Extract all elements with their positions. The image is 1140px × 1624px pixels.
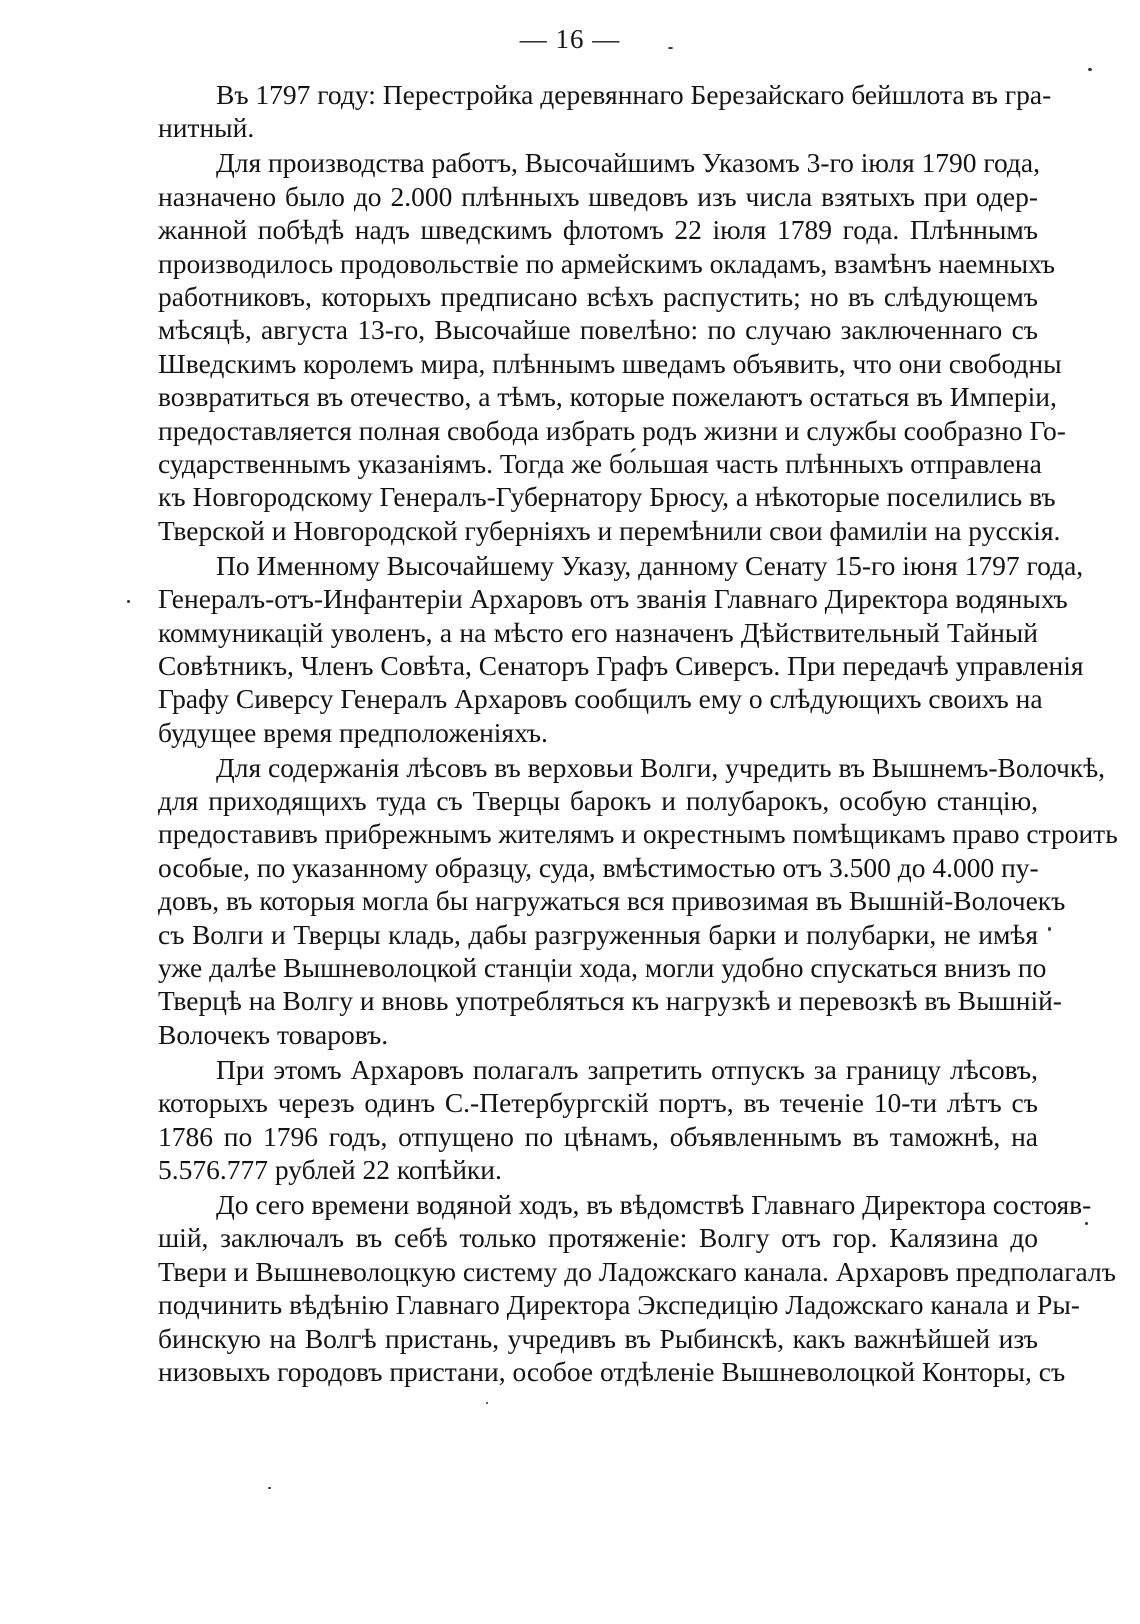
paragraph [158, 549, 1084, 749]
text-line: работниковъ, которыхъ предписано всѣхъ распустить; но въ слѣдующемъ [158, 280, 1038, 312]
body-text [158, 78, 1118, 1390]
scan-speck [127, 600, 130, 603]
text-line: возвратиться въ отечество, а тѣмъ, которые пожелаютъ остаться въ Имперіи, [158, 381, 1057, 413]
text-line: Для содержанія лѣсовъ въ верховьи Волги, учредить въ Вышнемъ-Волочкѣ, [216, 751, 1106, 783]
text-line: производилось продовольствіе по армейскимъ окладамъ, взамѣнъ наемныхъ [158, 247, 1056, 279]
scan-speck [1048, 927, 1051, 931]
text-line: довъ, въ которыя могла бы нагружаться вся привозимая въ Вышній-Волочекъ [158, 885, 1066, 917]
text-line: предоставляется полная свобода избрать родъ жизни и службы сообразно Го- [158, 414, 1066, 446]
text-line: Тверцѣ на Волгу и вновь употребляться къ нагрузкѣ и перевозкѣ въ Вышній- [158, 985, 1062, 1017]
text-line: бинскую на Волгѣ пристань, учредивъ въ Рыбинскѣ, какъ важнѣйшей изъ [158, 1322, 1038, 1354]
paragraph [158, 751, 1118, 1052]
paragraph [158, 1188, 1116, 1388]
paragraph [158, 146, 1066, 547]
text-line: мѣсяцѣ, августа 13-го, Высочайше повелѣно: по случаю заключеннаго съ [158, 314, 1038, 346]
text-line: 1786 по 1796 годъ, отпущено по цѣнамъ, объявленнымъ въ таможнѣ, на [158, 1120, 1038, 1152]
text-line: Въ 1797 году: Перестройка деревяннаго Березайскаго бейшлота въ гра- [216, 79, 1052, 110]
page-number: — 16 — [519, 24, 621, 54]
text-line: Совѣтникъ, Членъ Совѣта, Сенаторъ Графъ Сиверсъ. При передачѣ управленія [158, 649, 1084, 681]
text-line: сударственнымъ указаніямъ. Тогда же бо́льшая часть плѣнныхъ отправлена [158, 447, 1042, 479]
paragraph [158, 78, 1052, 145]
text-line: Графу Сиверсу Генералъ Архаровъ сообщилъ ему о слѣдующихъ своихъ на [158, 683, 1043, 715]
text-line: Генералъ-отъ-Инфантеріи Архаровъ отъ званія Главнаго Директора водяныхъ [158, 583, 1068, 615]
text-line: Тверской и Новгородской губерніяхъ и перемѣнили свои фамиліи на русскія. [158, 514, 1061, 546]
scan-speck [1088, 68, 1092, 71]
text-line: къ Новгородскому Генералъ-Губернатору Брюсу, а нѣкоторые поселились въ [158, 481, 1056, 513]
text-line: низовыхъ городовъ пристани, особое отдѣленіе Вышневолоцкой Конторы, съ [158, 1355, 1066, 1387]
scan-speck [1085, 1222, 1088, 1225]
text-line: Твери и Вышневолоцкую систему до Ладожскаго канала. Архаровъ предполагалъ [158, 1255, 1116, 1287]
text-line: шій, заключалъ въ себѣ только протяженіе: Волгу отъ гор. Калязина до [158, 1222, 1038, 1254]
scan-speck [486, 1402, 488, 1404]
text-line: будущее время предположеніяхъ. [158, 716, 548, 748]
text-line: коммуникацій уволенъ, а на мѣсто его назначенъ Дѣйствительный Тайный [158, 616, 1038, 648]
paragraph [158, 1053, 1038, 1187]
text-line: жанной побѣдѣ надъ шведскимъ флотомъ 22 іюля 1789 года. Плѣннымъ [158, 214, 1038, 246]
text-line: предоставивъ прибрежнымъ жителямъ и окрестнымъ помѣщикамъ право строить [158, 818, 1118, 850]
text-line: Шведскимъ королемъ мира, плѣннымъ шведамъ объявить, что они свободны [158, 347, 1062, 379]
scan-speck [268, 1487, 271, 1489]
text-line: съ Волги и Тверцы кладь, дабы разгруженныя барки и полубарки, не имѣя [158, 918, 1038, 950]
text-line: нитный. [158, 112, 255, 144]
scan-speck [668, 47, 673, 49]
text-line: 5.576.777 рублей 22 копѣйки. [158, 1154, 502, 1185]
text-line: По Именному Высочайшему Указу, данному Сенату 15-го іюня 1797 года, [216, 549, 1084, 581]
text-line: До сего времени водяной ходъ, въ вѣдомствѣ Главнаго Директора состояв- [216, 1188, 1092, 1220]
text-line: которыхъ черезъ одинъ С.-Петербургскій портъ, въ теченіе 10-ти лѣтъ съ [158, 1087, 1038, 1119]
text-line: уже далѣе Вышневолоцкой станціи хода, могли удобно спускаться внизъ по [158, 952, 1047, 984]
text-line: Волочекъ товаровъ. [158, 1018, 389, 1050]
text-line: При этомъ Архаровъ полагалъ запретить отпускъ за границу лѣсовъ, [216, 1053, 1038, 1085]
text-line: назначено было до 2.000 плѣнныхъ шведовъ изъ числа взятыхъ при одер- [158, 180, 1038, 212]
text-line: особые, по указанному образцу, суда, вмѣстимостью отъ 3.500 до 4.000 пу- [158, 851, 1039, 883]
text-line: для приходящихъ туда съ Тверцы барокъ и полубарокъ, особую станцію, [158, 785, 1038, 817]
text-line: Для производства работъ, Высочайшимъ Указомъ 3-го іюля 1790 года, [216, 147, 1041, 179]
text-line: подчинить вѣдѣнію Главнаго Директора Экспедицію Ладожскаго канала и Ры- [158, 1289, 1080, 1321]
